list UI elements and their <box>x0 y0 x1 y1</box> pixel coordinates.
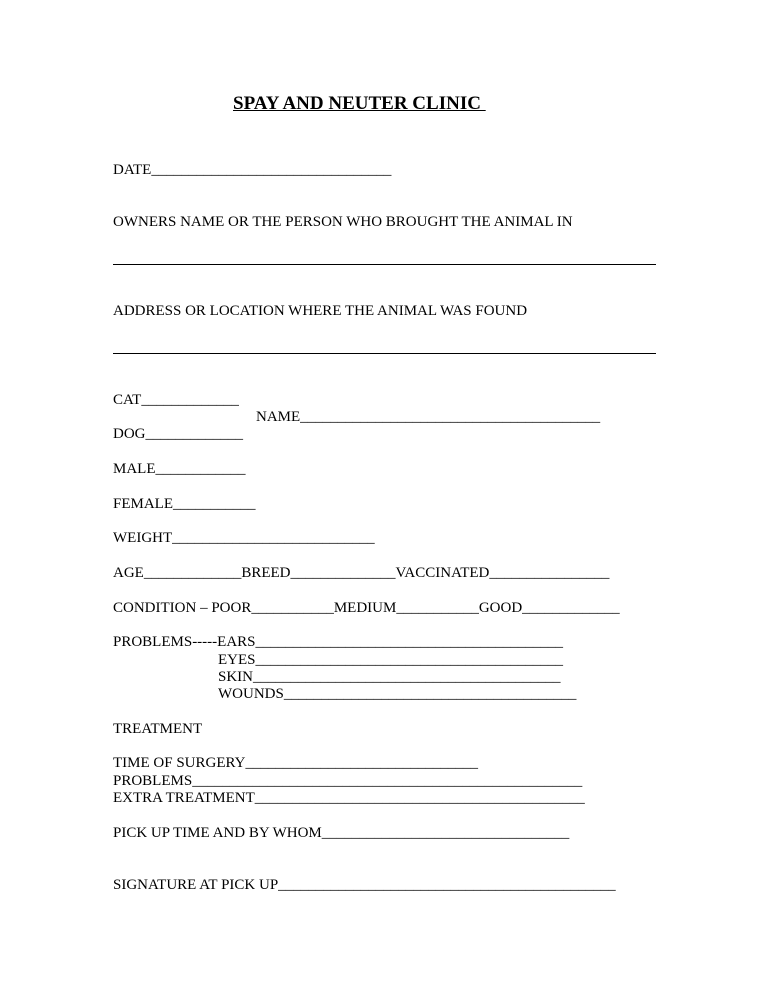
owner-line[interactable] <box>113 264 656 265</box>
eyes-field[interactable]: EYES_________________________________________ <box>218 652 563 668</box>
weight-field[interactable]: WEIGHT___________________________ <box>113 530 375 546</box>
form-title: SPAY AND NEUTER CLINIC <box>233 93 486 114</box>
skin-field[interactable]: SKIN_________________________________________ <box>218 669 561 685</box>
time-of-surgery-field[interactable]: TIME OF SURGERY_______________________________ <box>113 755 479 771</box>
address-label: ADDRESS OR LOCATION WHERE THE ANIMAL WAS FOUND <box>113 303 528 319</box>
date-field[interactable]: DATE________________________________ <box>113 162 392 178</box>
male-field[interactable]: MALE____________ <box>113 461 246 477</box>
cat-field[interactable]: CAT_____________ <box>113 392 239 408</box>
name-field[interactable]: NAME________________________________________ <box>256 409 601 425</box>
condition-row[interactable]: CONDITION – POOR___________MEDIUM___________GOOD_____________ <box>113 600 620 616</box>
dog-field[interactable]: DOG_____________ <box>113 426 243 442</box>
wounds-field[interactable]: WOUNDS_______________________________________ <box>218 686 577 702</box>
pickup-field[interactable]: PICK UP TIME AND BY WHOM_________________________________ <box>113 825 570 841</box>
address-line[interactable] <box>113 353 656 354</box>
signature-field[interactable]: SIGNATURE AT PICK UP_____________________________________________ <box>113 877 616 893</box>
problems-field[interactable]: PROBLEMS____________________________________________________ <box>113 773 583 789</box>
female-field[interactable]: FEMALE___________ <box>113 496 256 512</box>
extra-treatment-field[interactable]: EXTRA TREATMENT____________________________________________ <box>113 790 585 806</box>
treatment-label: TREATMENT <box>113 721 203 737</box>
owner-label: OWNERS NAME OR THE PERSON WHO BROUGHT THE ANIMAL IN <box>113 214 573 230</box>
problems-ears-field[interactable]: PROBLEMS-----EARS_________________________________________ <box>113 634 564 650</box>
age-breed-vaccinated-row[interactable]: AGE_____________BREED______________VACCINATED________________ <box>113 565 610 581</box>
